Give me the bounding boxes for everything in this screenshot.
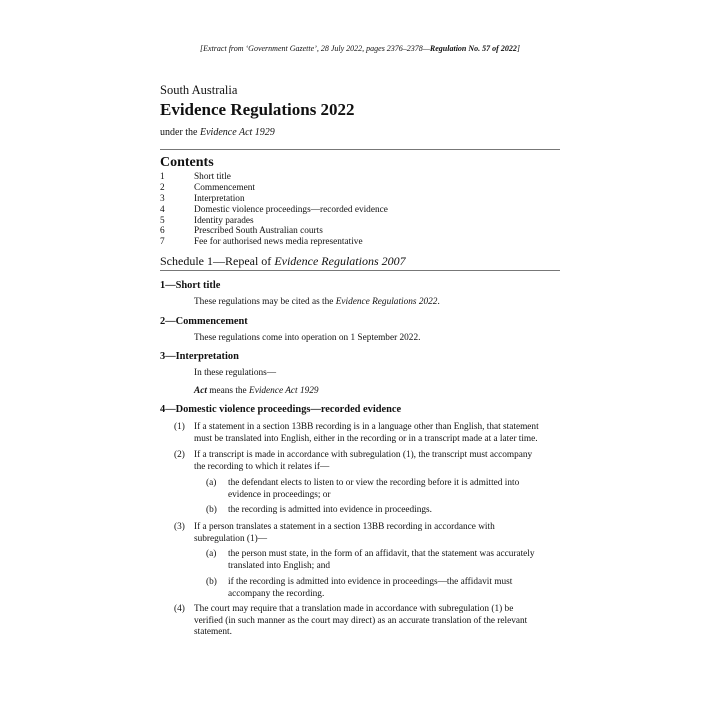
divider: [160, 149, 560, 150]
subregulation-text: If a transcript is made in accordance with subregulation (1), the transcript must accompany the recording to which it relates if—: [194, 450, 533, 472]
contents-schedule: Schedule 1—Repeal of Evidence Regulations 2007: [160, 254, 406, 268]
paragraph-text: if the recording is admitted into evidence in proceedings—the affidavit must accompany the recording.: [228, 577, 513, 599]
subregulation-number: (3): [174, 522, 185, 532]
section-heading: 4—Domestic violence proceedings—recorded evidence: [160, 404, 402, 415]
page-title: Evidence Regulations 2022: [160, 100, 355, 119]
section-text: These regulations come into operation on 1 September 2022.: [194, 333, 421, 343]
enabling-act: under the Evidence Act 1929: [160, 127, 275, 138]
subregulation-number: (2): [174, 450, 185, 460]
gazette-extract-note: [Extract from ‘Government Gazette’, 28 July 2022, pages 2376–2378—Regulation No. 57 of 2022]: [200, 44, 520, 53]
contents-heading: Contents: [160, 155, 214, 170]
section-heading: 2—Commencement: [160, 316, 248, 327]
section-text: In these regulations—: [194, 368, 277, 378]
jurisdiction: South Australia: [160, 83, 238, 97]
paragraph-text: the person must state, in the form of an affidavit, that the statement was accurately translated into English; and: [228, 549, 535, 571]
contents-item: 4 Domestic violence proceedings—recorded evidence: [160, 204, 388, 215]
section-heading: 1—Short title: [160, 280, 221, 291]
paragraph-number: (a): [206, 549, 217, 559]
section-text: These regulations may be cited as the Evidence Regulations 2022.: [194, 297, 440, 307]
subregulation-text: If a statement in a section 13BB recording is in a language other than English, that statement must be translated into English, either in the recording or in a transcript made at a later time.: [194, 422, 539, 444]
contents-item: 5 Identity parades: [160, 215, 254, 226]
definition: Act means the Evidence Act 1929: [194, 386, 319, 396]
paragraph-text: the defendant elects to listen to or view the recording before it is admitted into evidence in proceedings; or: [228, 478, 520, 500]
contents-item: 7 Fee for authorised news media representative: [160, 237, 363, 248]
paragraph-number: (b): [206, 577, 217, 587]
section-heading: 3—Interpretation: [160, 351, 239, 362]
subregulation-number: (1): [174, 422, 185, 432]
contents-list: [160, 172, 560, 248]
subregulation-text: If a person translates a statement in a section 13BB recording in accordance with subregulation (1)—: [194, 522, 495, 544]
paragraph-number: (a): [206, 478, 217, 488]
paragraph-number: (b): [206, 505, 217, 515]
contents-item: 6 Prescribed South Australian courts: [160, 226, 323, 237]
contents-item: 2 Commencement: [160, 182, 255, 193]
paragraph-text: the recording is admitted into evidence in proceedings.: [228, 505, 432, 515]
subregulation-text: The court may require that a translation made in accordance with subregulation (1) be verified (in such manner as the court may direct) as an accurate translation of the relevant statement.: [194, 604, 528, 638]
divider: [160, 270, 560, 271]
contents-item: 1 Short title: [160, 172, 231, 182]
contents-item: 3 Interpretation: [160, 193, 245, 204]
subregulation-number: (4): [174, 604, 185, 614]
